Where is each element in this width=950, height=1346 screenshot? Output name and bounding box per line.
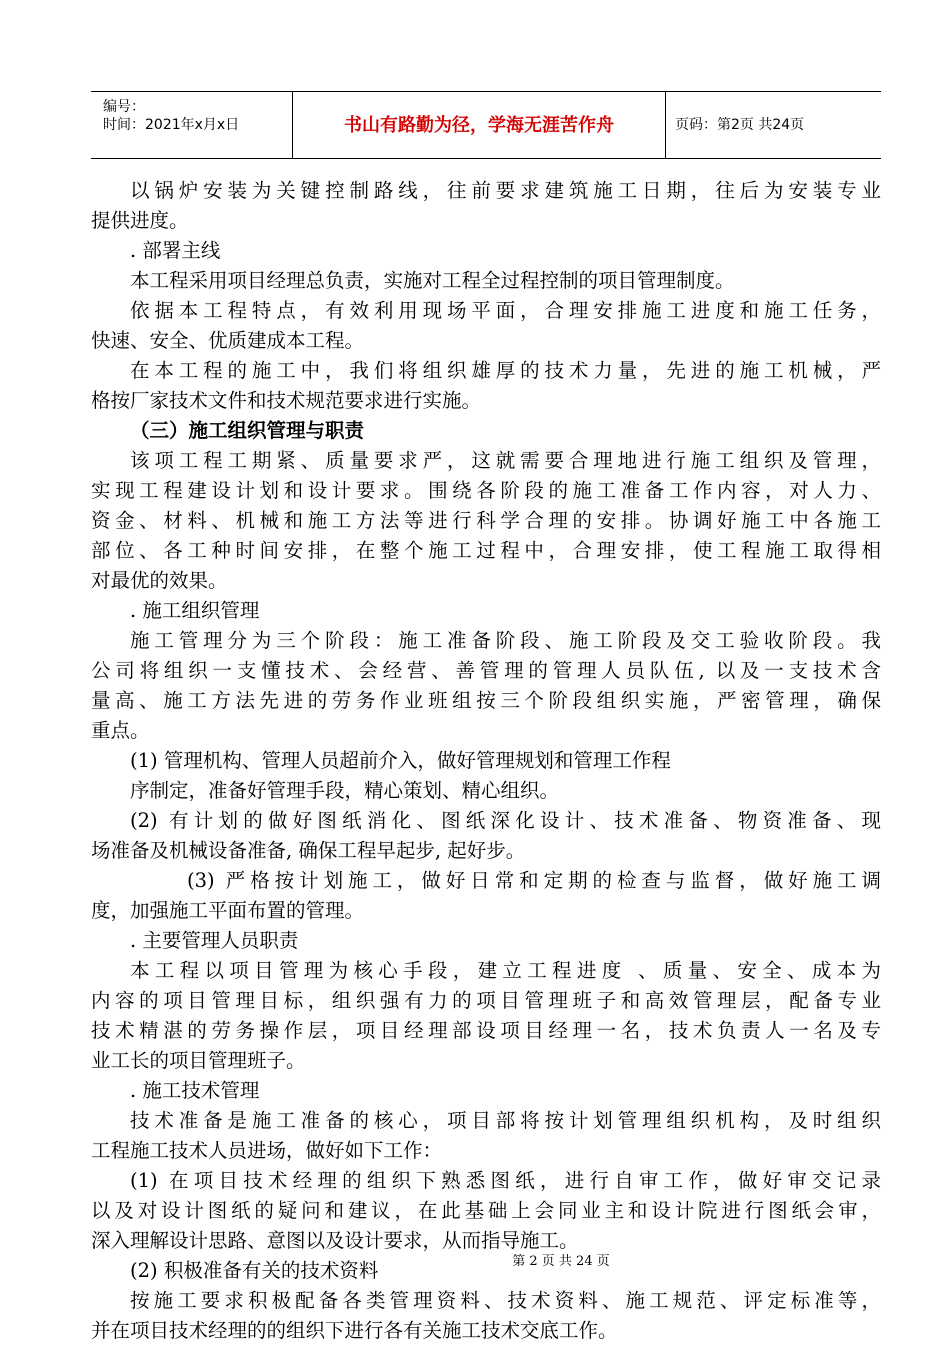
- section-heading: . 主要管理人员职责: [130, 929, 299, 952]
- body-line: 量高、施工方法先进的劳务作业班组按三个阶段组织实施，严密管理，确保: [91, 689, 881, 712]
- list-item: (2) 有计划的做好图纸消化、图纸深化设计、技术准备、物资准备、现: [130, 809, 881, 832]
- section-heading: . 施工技术管理: [130, 1079, 260, 1102]
- body-line: 本工程采用项目经理总负责，实施对工程全过程控制的项目管理制度。: [130, 269, 735, 292]
- list-item: (1) 在项目技术经理的组织下熟悉图纸，进行自审工作，做好审交记录: [130, 1169, 881, 1192]
- body-line: 在本工程的施工中，我们将组织雄厚的技术力量，先进的施工机械，严: [130, 359, 881, 382]
- header-motto: 书山有路勤为径，学海无涯苦作舟: [344, 115, 614, 136]
- header-motto-cell: [292, 92, 666, 158]
- body-line: 本工程以项目管理为核心手段，建立工程进度 、质量、安全、成本为: [130, 959, 881, 982]
- list-item: (3) 严格按计划施工，做好日常和定期的检查与监督，做好施工调: [187, 869, 881, 892]
- body-line: 施工管理分为三个阶段：施工准备阶段、施工阶段及交工验收阶段。我: [130, 629, 881, 652]
- body-line: 以锅炉安装为关键控制路线，往前要求建筑施工日期，往后为安装专业: [130, 179, 881, 202]
- document-header: [91, 91, 881, 159]
- body-line: 技术精湛的劳务操作层，项目经理部设项目经理一名，技术负责人一名及专: [91, 1019, 881, 1042]
- header-page-label: 页码：第2页 共24页: [675, 117, 805, 133]
- body-line: 业工长的项目管理班子。: [91, 1049, 306, 1072]
- list-item: (2) 积极准备有关的技术资料: [130, 1259, 379, 1282]
- document-number-label: 编号：: [103, 99, 145, 115]
- body-line: 快速、安全、优质建成本工程。: [91, 329, 365, 352]
- body-line: 部位、各工种时间安排，在整个施工过程中，合理安排，使工程施工取得相: [91, 539, 881, 562]
- body-line: 格按厂家技术文件和技术规范要求进行实施。: [91, 389, 482, 412]
- body-line: 并在项目技术经理的的组织下进行各有关施工技术交底工作。: [91, 1319, 618, 1342]
- section-heading: . 部署主线: [130, 239, 221, 262]
- body-line: 对最优的效果。: [91, 569, 228, 592]
- body-line: 依据本工程特点，有效利用现场平面，合理安排施工进度和施工任务，: [130, 299, 881, 322]
- list-item-continuation: 度，加强施工平面布置的管理。: [91, 899, 365, 922]
- list-item-continuation: 深入理解设计思路、意图以及设计要求，从而指导施工。: [91, 1229, 579, 1252]
- body-line: 技术准备是施工准备的核心，项目部将按计划管理组织机构，及时组织: [130, 1109, 881, 1132]
- body-line: 该项工程工期紧、质量要求严，这就需要合理地进行施工组织及管理，: [130, 449, 881, 472]
- list-item-continuation: 序制定，准备好管理手段，精心策划、精心组织。: [130, 779, 560, 802]
- chapter-heading: （三）施工组织管理与职责: [130, 419, 365, 442]
- body-line: 内容的项目管理目标，组织强有力的项目管理班子和高效管理层，配备专业: [91, 989, 881, 1012]
- header-page-cell: [665, 92, 881, 158]
- page-footer: 第 2 页 共 24 页: [512, 1254, 610, 1269]
- body-line: 提供进度。: [91, 209, 189, 232]
- list-item-continuation: 以及对设计图纸的疑问和建议，在此基础上会同业主和设计院进行图纸会审，: [91, 1199, 881, 1222]
- header-info-cell: [91, 92, 292, 158]
- document-time-label: 时间：2021年x月x日: [103, 117, 240, 133]
- list-item-continuation: 场准备及机械设备准备, 确保工程早起步, 起好步。: [91, 839, 526, 862]
- body-line: 工程施工技术人员进场，做好如下工作：: [91, 1139, 443, 1162]
- body-line: 按施工要求积极配备各类管理资料、技术资料、施工规范、评定标准等，: [130, 1289, 881, 1312]
- list-item: (1) 管理机构、管理人员超前介入，做好管理规划和管理工作程: [130, 749, 671, 772]
- body-line: 重点。: [91, 719, 150, 742]
- body-line: 公司将组织一支懂技术、会经营、善管理的管理人员队伍, 以及一支技术含: [91, 659, 881, 682]
- body-line: 实现工程建设计划和设计要求。围绕各阶段的施工准备工作内容，对人力、: [91, 479, 881, 502]
- body-line: 资金、材料、机械和施工方法等进行科学合理的安排。协调好施工中各施工: [91, 509, 881, 532]
- section-heading: . 施工组织管理: [130, 599, 260, 622]
